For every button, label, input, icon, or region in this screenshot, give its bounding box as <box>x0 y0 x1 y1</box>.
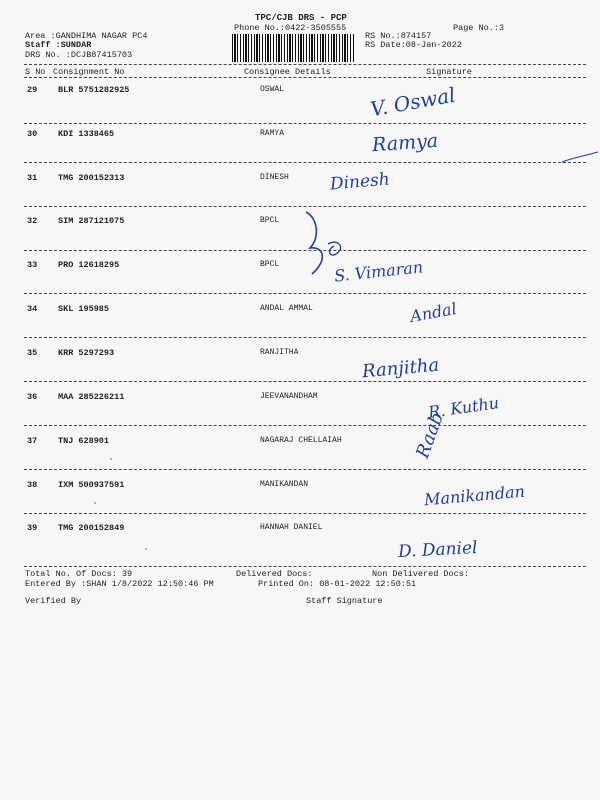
signature: Ranjitha <box>361 354 440 383</box>
row-consignee: NAGARAJ CHELLAIAH <box>260 436 342 445</box>
signature: D. Daniel <box>397 537 478 563</box>
row-consignee: RANJITHA <box>260 348 299 357</box>
row-consignee: ANDAL AMMAL <box>260 304 313 313</box>
column-consignment: Consignment No <box>53 67 125 77</box>
row-consignment: TNJ 628901 <box>58 436 110 446</box>
verified-by: Verified By <box>25 596 82 606</box>
row-consignment: MAA 285226211 <box>58 392 125 402</box>
scan-dot <box>94 502 96 504</box>
column-consignee: Consignee Details <box>244 67 331 77</box>
table-row <box>0 392 600 432</box>
row-consignment: BLR 5751282925 <box>58 85 130 95</box>
signature: Ramya <box>371 129 439 157</box>
row-sno: 30 <box>27 129 38 139</box>
signature: Raab <box>412 409 449 461</box>
table-row <box>0 129 600 169</box>
row-divider <box>24 513 586 514</box>
row-divider <box>24 337 586 338</box>
row-consignee: BPCL <box>260 216 280 225</box>
row-divider <box>24 381 586 382</box>
entered-by: Entered By :SHAN 1/8/2022 12:50:46 PM <box>25 579 214 589</box>
total-docs: Total No. Of Docs: 39 <box>25 569 133 579</box>
phone-number: Phone No.:0422-3505555 <box>234 23 347 33</box>
signature: V. Oswal <box>368 82 458 122</box>
row-sno: 35 <box>27 348 38 358</box>
row-divider <box>24 123 586 124</box>
row-sno: 37 <box>27 436 38 446</box>
row-sno: 39 <box>27 523 38 533</box>
signature: Manikandan <box>423 481 526 510</box>
non-delivered-docs: Non Delivered Docs: <box>372 569 469 579</box>
scan-dot <box>110 458 112 460</box>
rs-number: RS No.:874157 <box>365 31 432 41</box>
row-divider <box>24 293 586 294</box>
table-row <box>0 304 600 344</box>
delivered-docs: Delivered Docs: <box>236 569 313 579</box>
signature: R. Kuthu <box>427 393 501 422</box>
row-consignee: OSWAL <box>260 85 285 94</box>
table-row <box>0 173 600 213</box>
column-sno: S No <box>25 67 46 77</box>
drs-number: DRS No. :DCJB87415703 <box>25 50 133 60</box>
row-sno: 29 <box>27 85 38 95</box>
header-divider <box>24 64 586 65</box>
column-signature: Signature <box>426 67 472 77</box>
table-row <box>0 82 600 125</box>
row-sno: 36 <box>27 392 38 402</box>
row-consignment: TMG 200152849 <box>58 523 125 533</box>
row-sno: 33 <box>27 260 38 270</box>
table-row <box>0 523 600 563</box>
staff-signature: Staff Signature <box>306 596 383 606</box>
row-consignee: MANIKANDAN <box>260 480 309 489</box>
row-consignment: TMG 200152313 <box>58 173 125 183</box>
row-sno: 38 <box>27 480 38 490</box>
row-divider <box>24 469 586 470</box>
table-row <box>0 348 600 388</box>
row-divider <box>24 566 586 567</box>
staff-label: Staff :SUNDAR <box>25 40 92 50</box>
row-consignment: PRO 12618295 <box>58 260 120 270</box>
report-title: TPC/CJB DRS - PCP <box>255 13 347 23</box>
table-row <box>0 436 600 476</box>
row-sno: 32 <box>27 216 38 226</box>
page-number: Page No.:3 <box>453 23 505 33</box>
row-consignment: SKL 195985 <box>58 304 110 314</box>
row-divider <box>24 162 586 163</box>
row-consignee: JEEVANANDHAM <box>260 392 318 401</box>
scan-dot <box>145 548 147 550</box>
row-divider <box>24 425 586 426</box>
row-consignment: SIM 287121075 <box>58 216 125 226</box>
row-consignee: HANNAH DANIEL <box>260 523 323 532</box>
area-label: Area :GANDHIMA NAGAR PC4 <box>25 31 148 41</box>
row-consignment: KRR 5297293 <box>58 348 115 358</box>
row-sno: 34 <box>27 304 38 314</box>
pen-mark <box>560 140 600 170</box>
signature: Andal <box>408 299 459 326</box>
row-consignment: KDI 1338465 <box>58 129 115 139</box>
signature: S. Vimaran <box>333 257 424 286</box>
row-consignment: IXM 500937591 <box>58 480 125 490</box>
signature: Dinesh <box>329 169 391 195</box>
column-divider <box>24 77 586 78</box>
row-sno: 31 <box>27 173 38 183</box>
row-consignee: BPCL <box>260 260 280 269</box>
row-consignee: DINESH <box>260 173 289 182</box>
barcode-image <box>232 34 354 62</box>
rs-date: RS Date:08-Jan-2022 <box>365 40 462 50</box>
printed-on: Printed On: 08-01-2022 12:50:51 <box>258 579 417 589</box>
row-divider <box>24 206 586 207</box>
row-consignee: RAMYA <box>260 129 285 138</box>
